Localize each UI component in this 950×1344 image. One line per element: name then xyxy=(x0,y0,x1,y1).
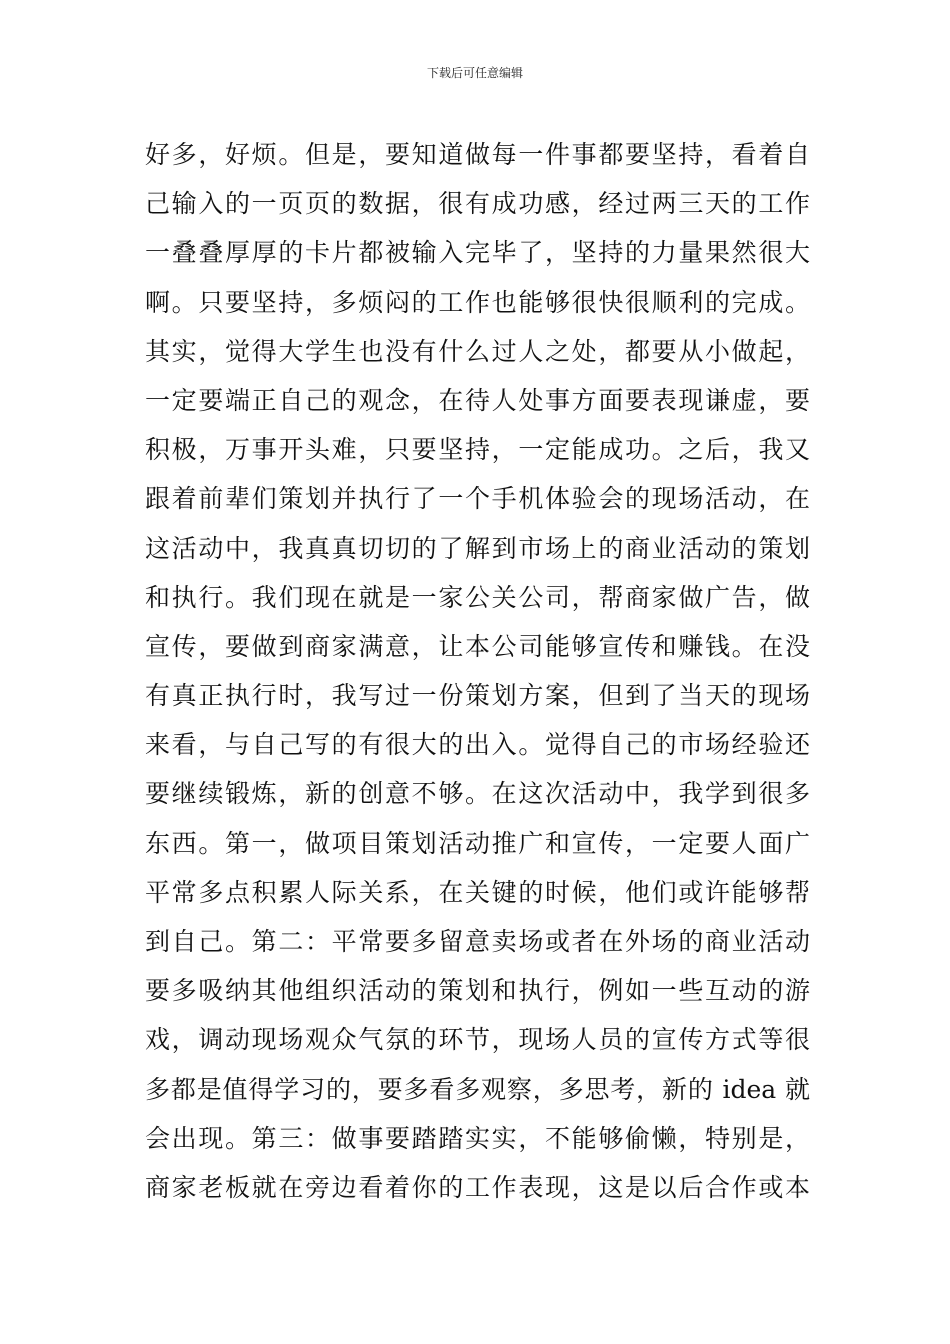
text-line: 一定要端正自己的观念，在待人处事方面要表现谦虚，要 xyxy=(145,385,810,415)
text-line: 商家老板就在旁边看着你的工作表现，这是以后合作或本 xyxy=(145,1172,810,1202)
text-line: 到自己。第二：平常要多留意卖场或者在外场的商业活动 xyxy=(145,927,810,956)
text-line: 平常多点积累人际关系，在关键的时候，他们或许能够帮 xyxy=(145,877,810,907)
text-line: 戏，调动现场观众气氛的环节，现场人员的宣传方式等很 xyxy=(145,1025,810,1055)
text-line: 会出现。第三：做事要踏踏实实，不能够偷懒，特别是， xyxy=(145,1123,810,1153)
text-line: 要多吸纳其他组织活动的策划和执行，例如一些互动的游 xyxy=(145,976,810,1006)
body-paragraph xyxy=(145,130,810,1212)
text-line: 积极，万事开头难，只要坚持，一定能成功。之后，我又 xyxy=(145,435,810,465)
text-line: 宣传，要做到商家满意，让本公司能够宣传和赚钱。在没 xyxy=(145,631,810,661)
text-line: 要继续锻炼，新的创意不够。在这次活动中，我学到很多 xyxy=(145,779,810,809)
text-line: 和执行。我们现在就是一家公关公司，帮商家做广告，做 xyxy=(145,582,810,612)
text-line: 一叠叠厚厚的卡片都被输入完毕了，坚持的力量果然很大 xyxy=(145,238,810,268)
text-line: 东西。第一，做项目策划活动推广和宣传，一定要人面广 xyxy=(145,828,810,858)
text-line: 啊。只要坚持，多烦闷的工作也能够很快很顺利的完成。 xyxy=(145,287,810,317)
text-line: 己输入的一页页的数据，很有成功感，经过两三天的工作 xyxy=(145,189,810,219)
text-line: 好多，好烦。但是，要知道做每一件事都要坚持，看着自 xyxy=(145,140,810,169)
text-line: 多都是值得学习的，要多看多观察，多思考，新的 idea 就 xyxy=(145,1074,810,1104)
text-line: 跟着前辈们策划并执行了一个手机体验会的现场活动，在 xyxy=(145,484,810,514)
page-header: 下载后可任意编辑 xyxy=(426,66,523,80)
text-line: 这活动中，我真真切切的了解到市场上的商业活动的策划 xyxy=(145,533,810,563)
text-line: 来看，与自己写的有很大的出入。觉得自己的市场经验还 xyxy=(145,730,810,760)
text-line: 有真正执行时，我写过一份策划方案，但到了当天的现场 xyxy=(145,681,810,711)
text-line: 其实，觉得大学生也没有什么过人之处，都要从小做起， xyxy=(145,336,810,366)
